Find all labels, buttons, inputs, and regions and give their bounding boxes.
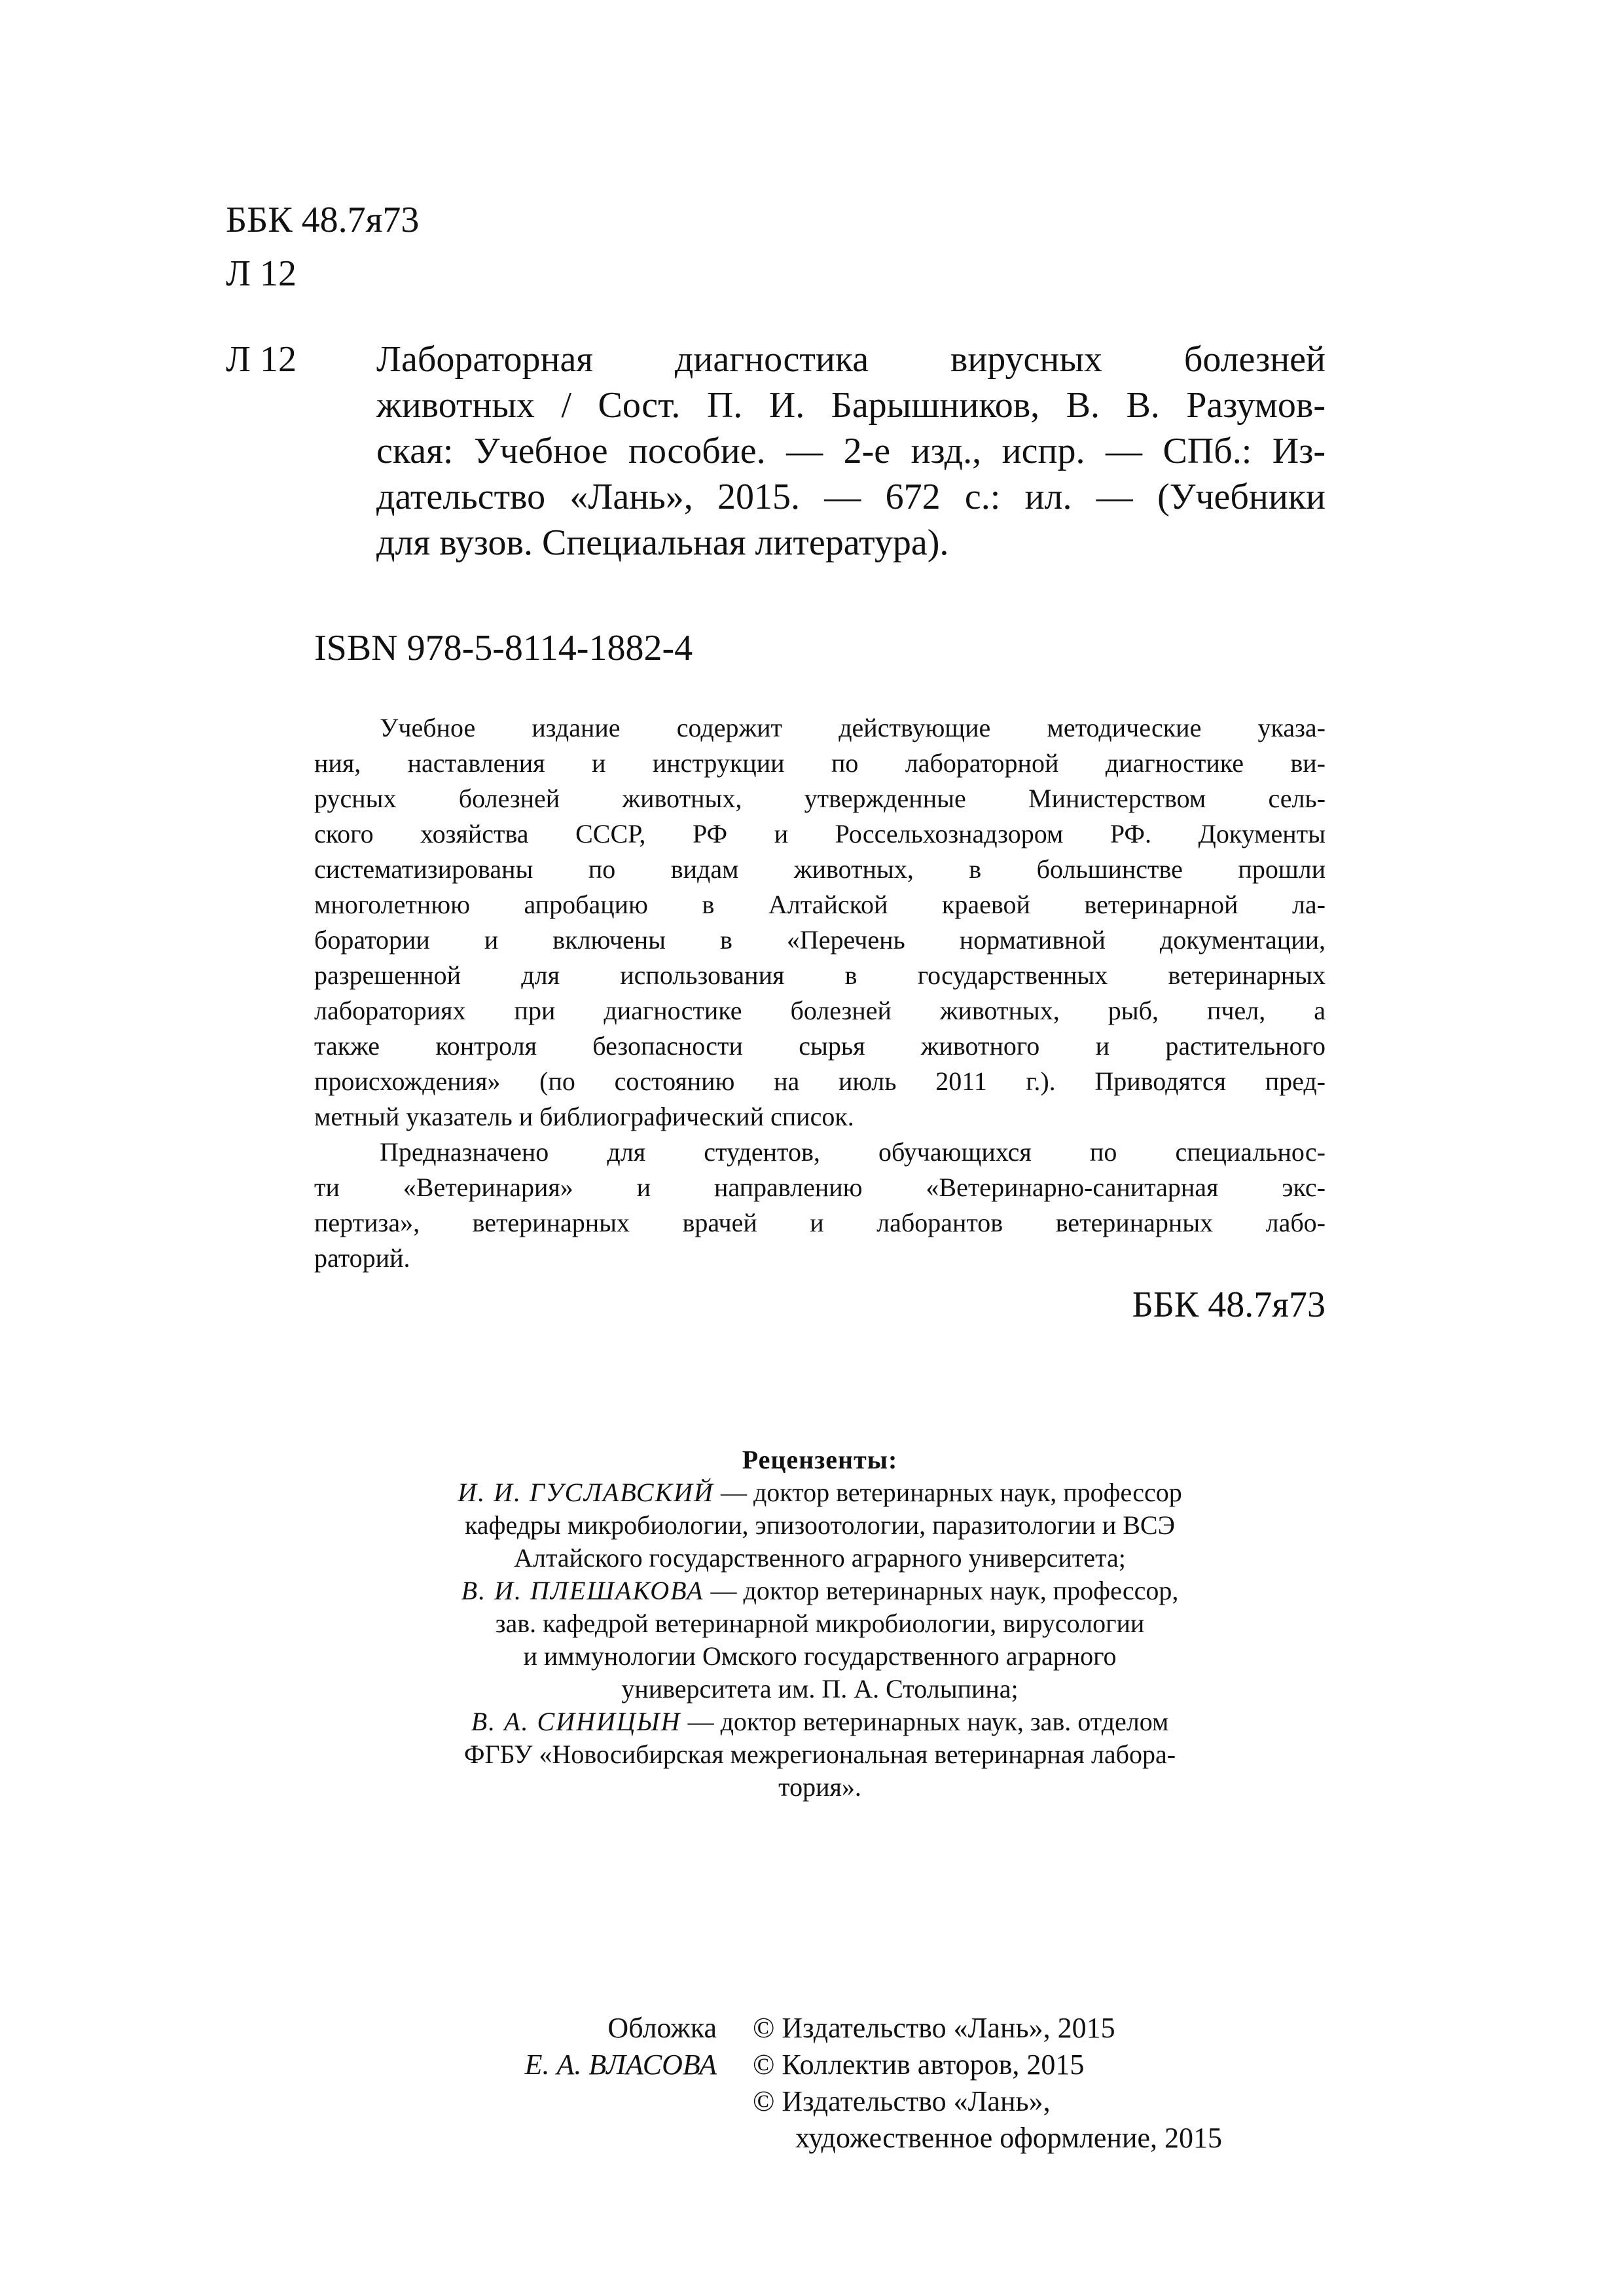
reviewer-name: И. И. ГУСЛАВСКИЙ	[458, 1478, 714, 1507]
annotation	[314, 710, 1326, 1276]
reviewer-text: тория».	[778, 1772, 861, 1802]
reviewer-text: — доктор ветеринарных наук, зав. отделом	[681, 1707, 1169, 1736]
copyright-line: © Коллектив авторов, 2015	[753, 2049, 1085, 2081]
isbn: ISBN 978-5-8114-1882-4	[314, 628, 693, 668]
bib-line: животных / Сост. П. И. Барышников, В. В. Разумов-	[376, 385, 1326, 426]
cover-label: Обложка	[607, 2012, 717, 2044]
reviewer-text: Алтайского государственного аграрного университета;	[514, 1543, 1126, 1573]
reviewer-text: — доктор ветеринарных наук, профессор	[713, 1478, 1182, 1507]
annotation-line: метный указатель и библиографический список.	[314, 1102, 854, 1131]
reviewer-name: В. А. СИНИЦЫН	[471, 1707, 681, 1736]
reviewer-text: — доктор ветеринарных наук, профессор,	[704, 1576, 1179, 1605]
bib-line: для вузов. Специальная литература).	[376, 522, 949, 563]
bib-record	[376, 337, 1326, 566]
reviewer-text: зав. кафедрой ветеринарной микробиологии, вирусологии	[495, 1609, 1145, 1638]
annotation-line: Предназначено для студентов, обучающихся по специальнос-	[380, 1137, 1326, 1167]
classification-codes	[226, 193, 419, 301]
reviewers-heading: Рецензенты:	[742, 1445, 898, 1474]
annotation-line: боратории и включены в «Перечень нормативной документации,	[314, 925, 1326, 955]
bib-line: дательство «Лань», 2015. — 672 с.: ил. — (Учебники	[376, 477, 1326, 517]
bib-record-code: Л 12	[226, 339, 297, 380]
annotation-line: раторий.	[314, 1243, 410, 1273]
bbk-code-bottom: ББК 48.7я73	[1132, 1285, 1326, 1325]
annotation-line: ского хозяйства СССР, РФ и Россельхознадзором РФ. Документы	[314, 819, 1326, 848]
reviewer-3	[314, 1705, 1326, 1738]
bib-line: Лабораторная диагностика вирусных болезней	[376, 339, 1326, 380]
annotation-line: многолетнюю апробацию в Алтайской краевой ветеринарной ла-	[314, 890, 1326, 919]
annotation-line: Учебное издание содержит действующие методические указа-	[380, 713, 1326, 742]
bbk-code: ББК 48.7я73	[226, 200, 420, 240]
annotation-line: русных болезней животных, утвержденные Министерством сель-	[314, 784, 1326, 813]
copyright-line: © Издательство «Лань», 2015	[753, 2012, 1115, 2044]
cover-artist-name: Е. А. ВЛАСОВА	[524, 2049, 717, 2081]
copyright-block	[753, 2010, 1222, 2157]
reviewer-1	[314, 1476, 1326, 1509]
reviewer-2	[314, 1575, 1326, 1607]
annotation-line: пертиза», ветеринарных врачей и лаборантов ветеринарных лабо-	[314, 1208, 1326, 1237]
reviewer-text: кафедры микробиологии, эпизоотологии, паразитологии и ВСЭ	[464, 1510, 1176, 1540]
copyright-line: художественное оформление, 2015	[795, 2122, 1223, 2154]
reviewer-text: университета им. П. А. Столыпина;	[621, 1674, 1019, 1704]
reviewer-text: ФГБУ «Новосибирская межрегиональная ветеринарная лабора-	[463, 1740, 1176, 1769]
reviewers	[314, 1444, 1326, 1804]
copyright-line: © Издательство «Лань»,	[753, 2085, 1051, 2117]
annotation-line: ти «Ветеринария» и направлению «Ветеринарно-санитарная экс-	[314, 1173, 1326, 1202]
annotation-line: лабораториях при диагностике болезней животных, рыб, пчел, а	[314, 996, 1326, 1025]
reviewer-name: В. И. ПЛЕШАКОВА	[461, 1576, 704, 1605]
annotation-line: ния, наставления и инструкции по лабораторной диагностике ви-	[314, 748, 1326, 778]
annotation-line: также контроля безопасности сырья животного и растительного	[314, 1031, 1326, 1061]
bib-line: ская: Учебное пособие. — 2-е изд., испр. — СПб.: Из-	[376, 431, 1326, 471]
annotation-line: разрешенной для использования в государственных ветеринарных	[314, 960, 1326, 990]
cover-artist	[393, 2047, 717, 2083]
author-mark: Л 12	[226, 253, 297, 294]
annotation-line: систематизированы по видам животных, в большинстве прошли	[314, 854, 1326, 884]
reviewer-text: и иммунологии Омского государственного аграрного	[523, 1641, 1117, 1671]
annotation-line: происхождения» (по состоянию на июль 2011 г.). Приводятся пред-	[314, 1066, 1326, 1096]
cover-credit	[393, 2010, 717, 2083]
